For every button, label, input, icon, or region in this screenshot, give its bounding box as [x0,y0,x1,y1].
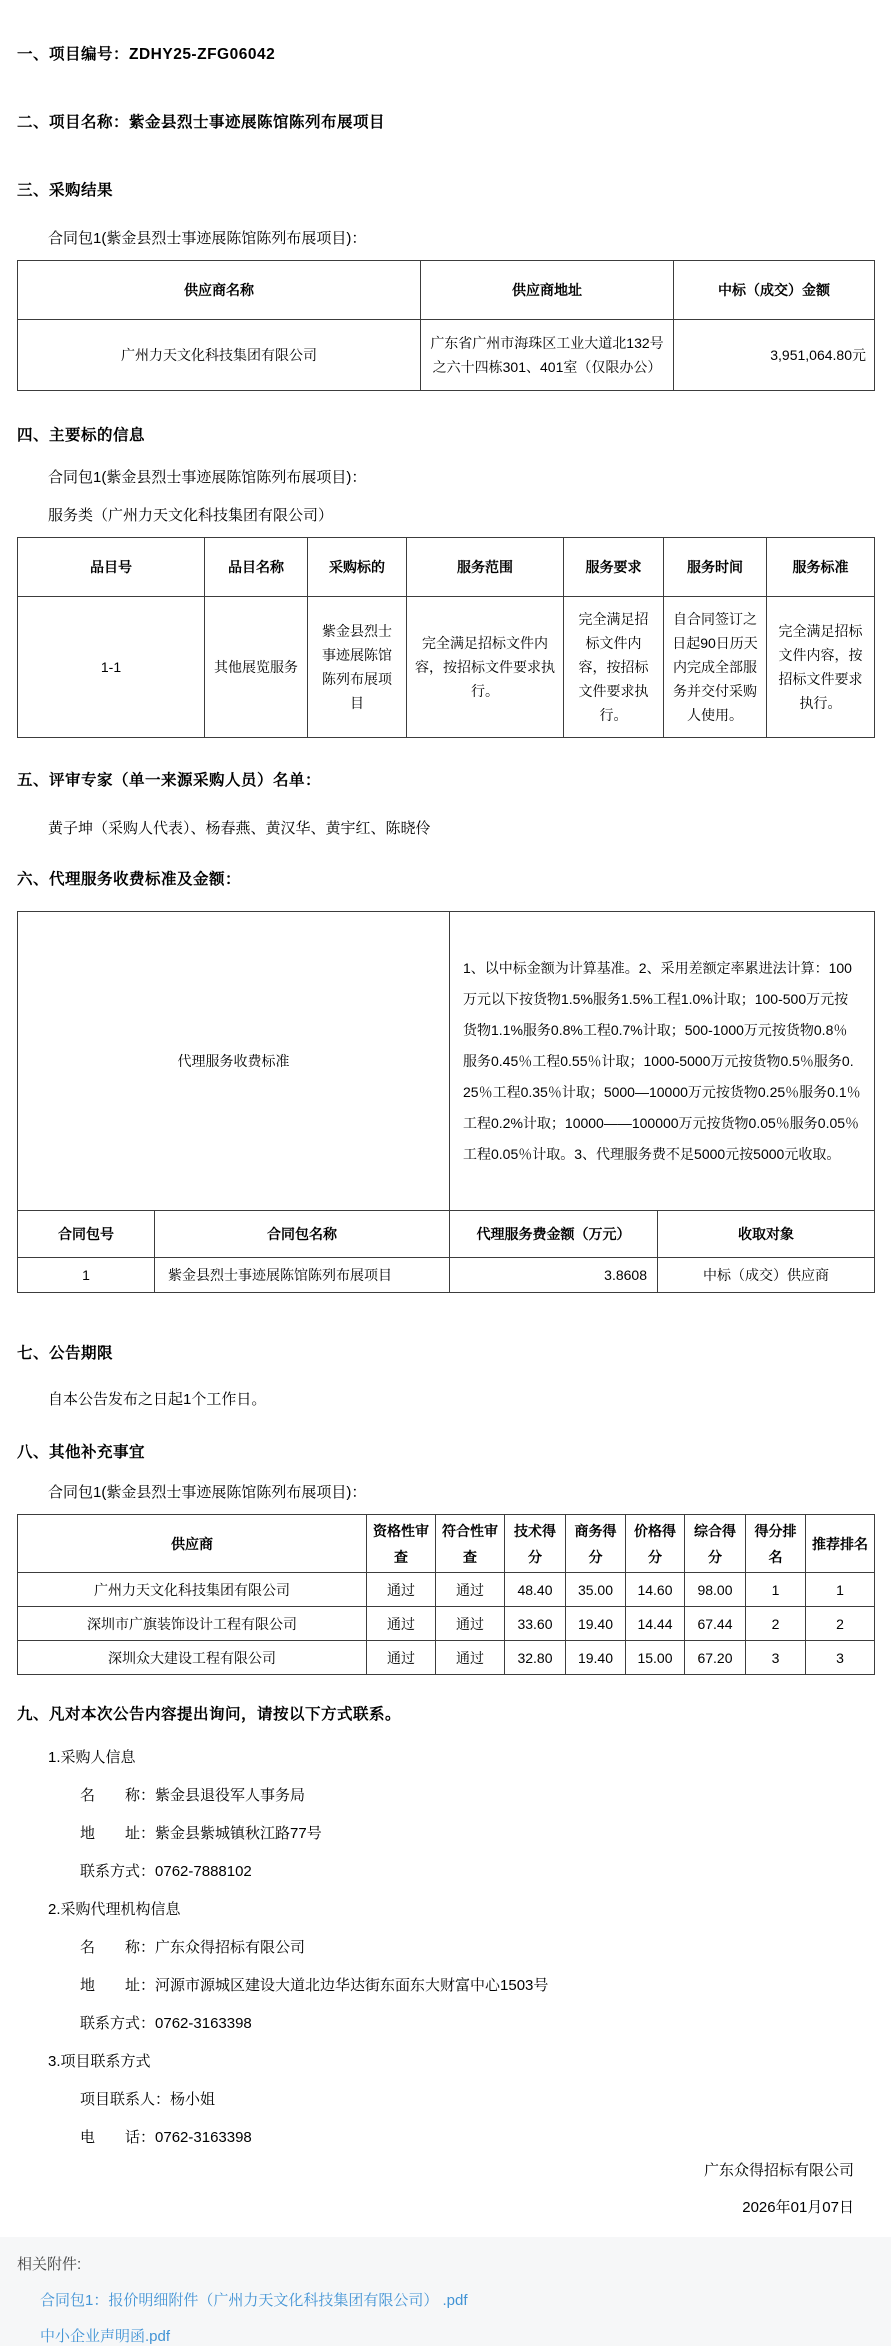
technical-score-cell: 32.80 [505,1641,566,1675]
fee-amount-cell: 3.8608 [450,1258,658,1293]
score-rank-cell: 2 [746,1607,806,1641]
col-header-conformity-review: 符合性审查 [436,1515,505,1573]
package-line-result: 合同包1(紫金县烈士事迹展陈馆陈列布展项目)： [48,230,367,247]
score-rank-cell: 3 [746,1641,806,1675]
section-project-name-heading: 二、项目名称：紫金县烈士事迹展陈馆陈列布展项目 [17,114,386,131]
service-scope-cell: 完全满足招标文件内容，按招标文件要求执行。 [407,597,564,738]
qualification-cell: 通过 [367,1573,436,1607]
agency-fee-table [17,911,875,1293]
item-name-cell: 其他展览服务 [205,597,308,738]
fee-table-row [18,1258,875,1293]
col-header-service-time: 服务时间 [664,538,767,597]
attachment-link-sme-declaration-pdf[interactable]: 中小企业声明函.pdf [40,2328,171,2345]
purchaser-phone-value: 0762-7888102 [155,1863,252,1880]
service-time-cell: 自合同签订之日起90日历天内完成全部服务并交付采购人使用。 [664,597,767,738]
item-no-cell: 1-1 [18,597,205,738]
col-header-total-score: 综合得分 [685,1515,746,1573]
purchaser-phone-label: 联系方式： [80,1863,156,1880]
project-contact-person-line [17,2088,874,2109]
package-name-cell: 紫金县烈士事迹展陈馆陈列布展项目 [155,1258,450,1293]
col-header-recommend-rank: 推荐排名 [806,1515,875,1573]
agency-phone-label: 联系方式： [80,2015,156,2032]
recommend-rank-cell: 1 [806,1573,875,1607]
section-project-number-heading: 一、项目编号：ZDHY25-ZFG06042 [17,46,276,63]
agency-name-line [17,1936,874,1957]
business-score-cell: 35.00 [566,1573,626,1607]
fee-standard-row [18,912,875,1211]
total-score-cell: 67.20 [685,1641,746,1675]
purchaser-name-value: 紫金县退役军人事务局 [155,1787,306,1804]
col-header-supplier-name: 供应商名称 [18,261,421,320]
col-header-item-no: 品目号 [18,538,205,597]
announcement-period-text: 自本公告发布之日起1个工作日。 [48,1391,267,1408]
price-score-cell: 14.44 [626,1607,685,1641]
col-header-technical-score: 技术得分 [505,1515,566,1573]
supplier-cell: 深圳众大建设工程有限公司 [18,1641,367,1675]
supplier-cell: 深圳市广旗装饰设计工程有限公司 [18,1607,367,1641]
project-phone-value: 0762-3163398 [155,2129,252,2146]
project-phone-line [17,2126,874,2147]
col-header-procurement-subject: 采购标的 [308,538,407,597]
total-score-cell: 67.44 [685,1607,746,1641]
conformity-cell: 通过 [436,1607,505,1641]
agency-address-line [17,1974,874,1995]
fee-standard-label-cell: 代理服务收费标准 [18,912,450,1211]
col-header-score-rank: 得分排名 [746,1515,806,1573]
signature-date: 2026年01月07日 [742,2199,854,2216]
purchaser-name-label: 名 称： [80,1787,156,1804]
technical-score-cell: 33.60 [505,1607,566,1641]
section-experts-heading: 五、评审专家（单一来源采购人员）名单： [17,772,322,789]
subject-table-row [18,597,875,738]
agency-name-value: 广东众得招标有限公司 [155,1939,306,1956]
col-header-price-score: 价格得分 [626,1515,685,1573]
agency-address-label: 地 址： [80,1977,156,1994]
project-phone-label: 电 话： [80,2129,156,2146]
experts-list: 黄子坤（采购人代表）、杨春燕、黄汉华、黄宇红、陈晓伶 [48,820,431,837]
agency-info-heading: 2.采购代理机构信息 [48,1901,181,1918]
agency-phone-value: 0762-3163398 [155,2015,252,2032]
col-header-supplier-address: 供应商地址 [421,261,674,320]
purchaser-address-value: 紫金县紫城镇秋江路77号 [155,1825,322,1842]
price-score-cell: 14.60 [626,1573,685,1607]
project-contact-heading: 3.项目联系方式 [48,2053,151,2070]
attachment-link-quotation-pdf[interactable]: 合同包1：报价明细附件（广州力天文化科技集团有限公司） .pdf [40,2292,468,2309]
attachments-footer [0,2237,891,2346]
purchaser-info-heading: 1.采购人信息 [48,1749,136,1766]
award-amount-cell: 3,951,064.80元 [674,320,875,391]
col-header-service-standard: 服务标准 [767,538,875,597]
score-table-row-2 [18,1607,875,1641]
subject-table-header-row [18,538,875,597]
service-type-line: 服务类（广州力天文化科技集团有限公司） [48,507,334,524]
section-contact-heading: 九、凡对本次公告内容提出询问，请按以下方式联系。 [17,1706,402,1723]
agency-name-label: 名 称： [80,1939,156,1956]
section-main-subject-heading: 四、主要标的信息 [17,427,146,444]
section-procurement-result-heading: 三、采购结果 [17,182,114,199]
project-contact-person-label: 项目联系人： [80,2091,171,2108]
purchaser-phone-line [17,1860,874,1881]
col-header-charge-target: 收取对象 [658,1211,875,1258]
col-header-package-name: 合同包名称 [155,1211,450,1258]
purchaser-address-label: 地 址： [80,1825,156,1842]
package-no-cell: 1 [18,1258,155,1293]
supplier-cell: 广州力天文化科技集团有限公司 [18,1573,367,1607]
score-table-row-1 [18,1573,875,1607]
section-agency-fee-heading: 六、代理服务收费标准及金额： [17,871,242,888]
fee-standard-text-cell: 1、以中标金额为计算基准。2、采用差额定率累进法计算：100万元以下按货物1.5%服务1.5%工程1.0%计取；100-500万元按货物1.1%服务0.8%工程0.7%计取；500-1000万元按货物0.8％服务0.45％工程0.55％计取；1000-5000万元按货物0.5％服务0.25％工程0.35％计取；5000—10000万元按货物0.25％服务0.1％工程0.2%计取；10000——100000万元按货物0.05％服务0.05％工程0.05％计取。3、代理服务费不足5000元按5000元收取。 [450,912,875,1211]
fee-table-header-row [18,1211,875,1258]
service-requirement-cell: 完全满足招标文件内容，按招标文件要求执行。 [564,597,664,738]
purchaser-name-line [17,1784,874,1805]
qualification-cell: 通过 [367,1607,436,1641]
agency-address-value: 河源市源城区建设大道北边华达街东面东大财富中心1503号 [155,1977,549,1994]
col-header-award-amount: 中标（成交）金额 [674,261,875,320]
score-rank-cell: 1 [746,1573,806,1607]
section-other-matters-heading: 八、其他补充事宜 [17,1444,146,1461]
attachments-label: 相关附件: [17,2256,82,2273]
total-score-cell: 98.00 [685,1573,746,1607]
col-header-item-name: 品目名称 [205,538,308,597]
project-contact-person-value: 杨小姐 [170,2091,216,2108]
col-header-package-no: 合同包号 [18,1211,155,1258]
package-line-scores: 合同包1(紫金县烈士事迹展陈馆陈列布展项目)： [48,1484,367,1501]
main-subject-table [17,537,875,738]
score-table-row-3 [18,1641,875,1675]
col-header-qualification-review: 资格性审查 [367,1515,436,1573]
charge-target-cell: 中标（成交）供应商 [658,1258,875,1293]
col-header-supplier: 供应商 [18,1515,367,1573]
section-announcement-period-heading: 七、公告期限 [17,1345,114,1362]
business-score-cell: 19.40 [566,1641,626,1675]
procurement-subject-cell: 紫金县烈士事迹展陈馆陈列布展项目 [308,597,407,738]
recommend-rank-cell: 2 [806,1607,875,1641]
procurement-result-table [17,260,875,391]
package-line-subject: 合同包1(紫金县烈士事迹展陈馆陈列布展项目)： [48,469,367,486]
conformity-cell: 通过 [436,1641,505,1675]
recommend-rank-cell: 3 [806,1641,875,1675]
technical-score-cell: 48.40 [505,1573,566,1607]
score-table-header-row [18,1515,875,1573]
conformity-cell: 通过 [436,1573,505,1607]
service-standard-cell: 完全满足招标文件内容，按招标文件要求执行。 [767,597,875,738]
supplier-address-cell: 广东省广州市海珠区工业大道北132号之六十四栋301、401室（仅限办公） [421,320,674,391]
business-score-cell: 19.40 [566,1607,626,1641]
signature-company: 广东众得招标有限公司 [703,2162,854,2179]
col-header-business-score: 商务得分 [566,1515,626,1573]
result-table-header-row [18,261,875,320]
purchaser-address-line [17,1822,874,1843]
qualification-cell: 通过 [367,1641,436,1675]
agency-phone-line [17,2012,874,2033]
supplier-name-cell: 广州力天文化科技集团有限公司 [18,320,421,391]
col-header-fee-amount: 代理服务费金额（万元） [450,1211,658,1258]
col-header-service-scope: 服务范围 [407,538,564,597]
result-table-row [18,320,875,391]
price-score-cell: 15.00 [626,1641,685,1675]
col-header-service-requirement: 服务要求 [564,538,664,597]
supplier-score-table [17,1514,875,1675]
